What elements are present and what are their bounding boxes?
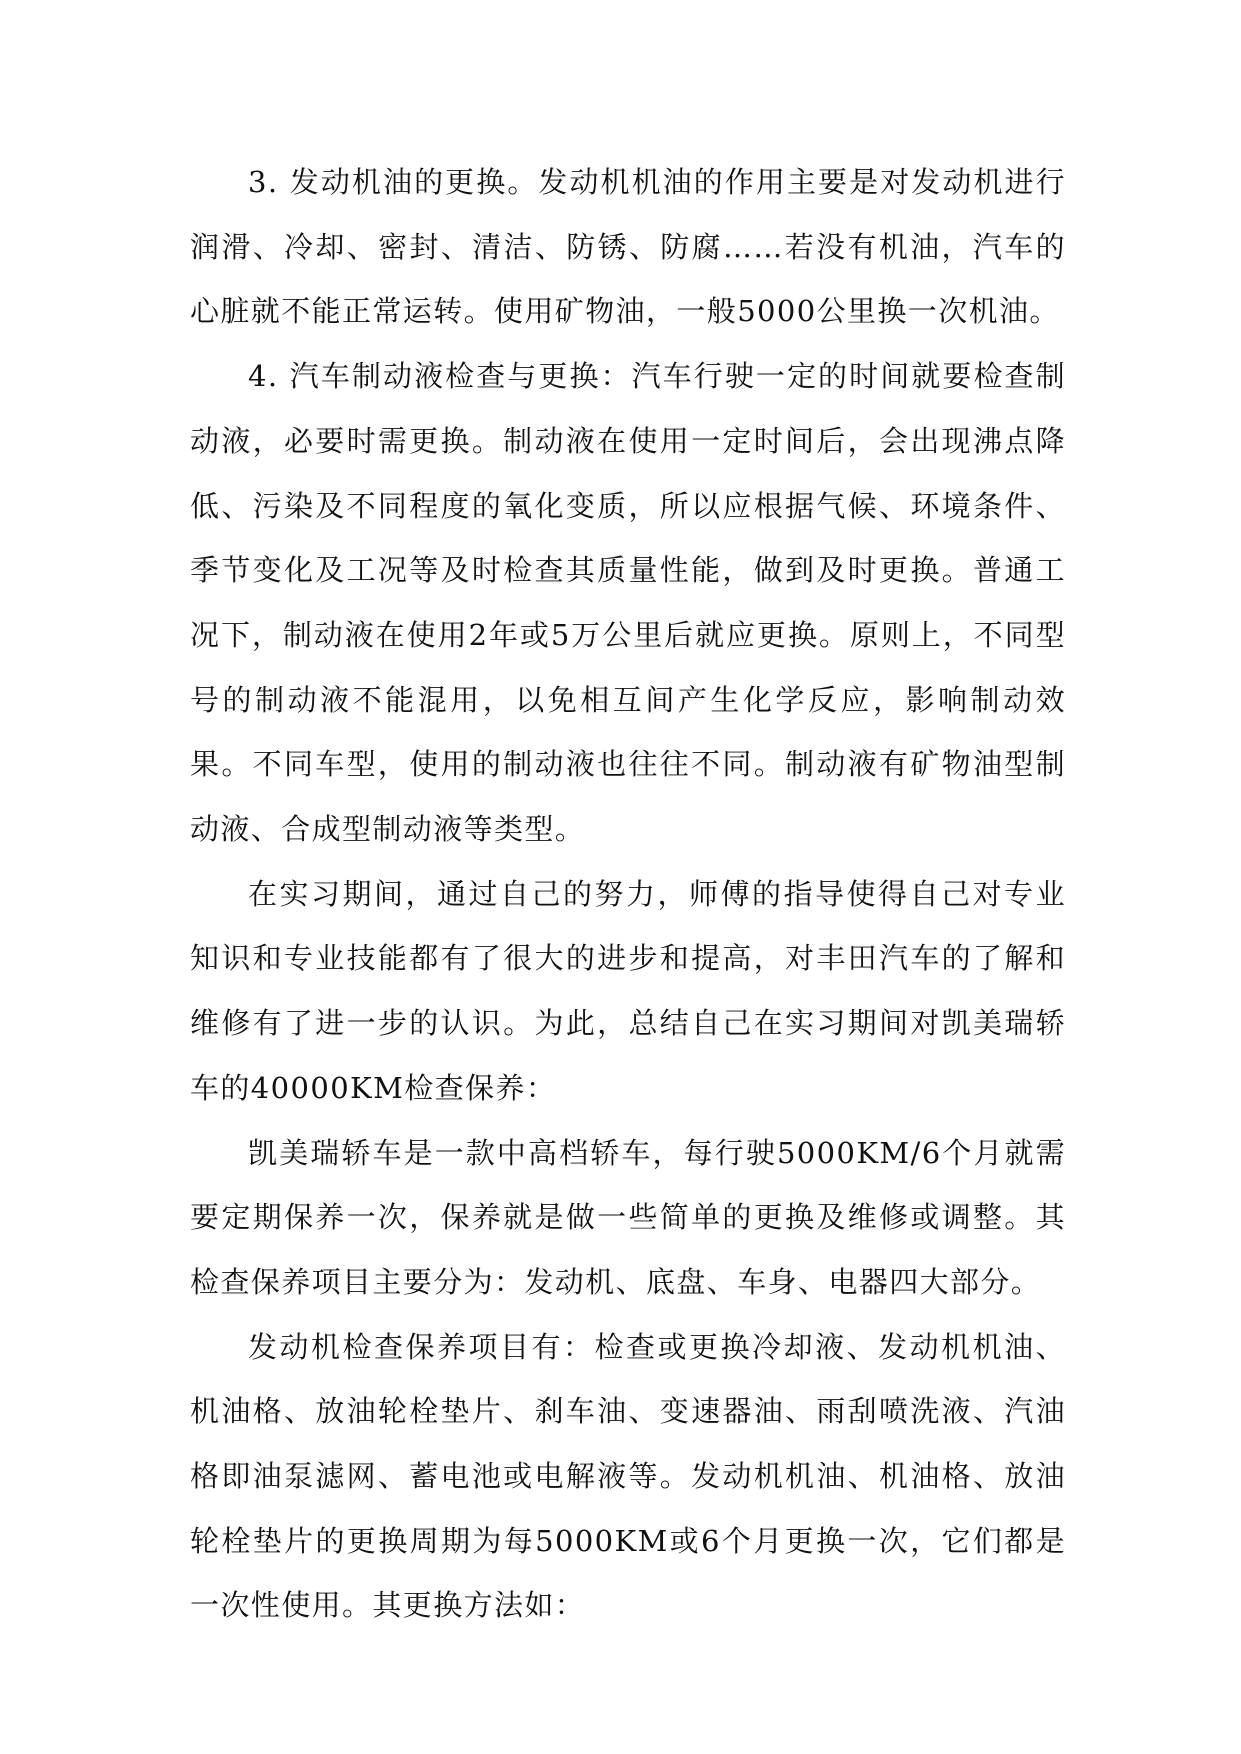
paragraph-engine-oil-change: 3. 发动机油的更换。发动机机油的作用主要是对发动机进行润滑、冷却、密封、清洁、防锈、防腐……若没有机油，汽车的心脏就不能正常运转。使用矿物油，一般5000公里换一次机油。 (190, 165, 1066, 329)
paragraph-internship-summary: 在实习期间，通过自己的努力，师傅的指导使得自己对专业知识和专业技能都有了很大的进步和提高，对丰田汽车的了解和维修有了进一步的认识。为此，总结自己在实习期间对凯美瑞轿车的40000KM检查保养： (190, 876, 1066, 1105)
paragraph-brake-fluid: 4. 汽车制动液检查与更换：汽车行驶一定的时间就要检查制动液，必要时需更换。制动液在使用一定时间后，会出现沸点降低、污染及不同程度的氧化变质，所以应根据气候、环境条件、季节变化及工况等及时检查其质量性能，做到及时更换。普通工况下，制动液在使用2年或5万公里后就应更换。原则上，不同型号的制动液不能混用，以免相互间产生化学反应，影响制动效果。不同车型，使用的制动液也往往不同。制动液有矿物油型制动液、合成型制动液等类型。 (190, 359, 1066, 847)
document-body (190, 150, 1066, 1638)
paragraph-camry-maintenance: 凯美瑞轿车是一款中高档轿车，每行驶5000KM/6个月就需要定期保养一次，保养就是做一些简单的更换及维修或调整。其检查保养项目主要分为：发动机、底盘、车身、电器四大部分。 (190, 1135, 1066, 1299)
paragraph-engine-inspection-items: 发动机检查保养项目有：检查或更换冷却液、发动机机油、机油格、放油轮栓垫片、刹车油、变速器油、雨刮喷洗液、汽油格即油泵滤网、蓄电池或电解液等。发动机机油、机油格、放油轮栓垫片的更换周期为每5000KM或6个月更换一次，它们都是一次性使用。其更换方法如： (190, 1329, 1066, 1623)
